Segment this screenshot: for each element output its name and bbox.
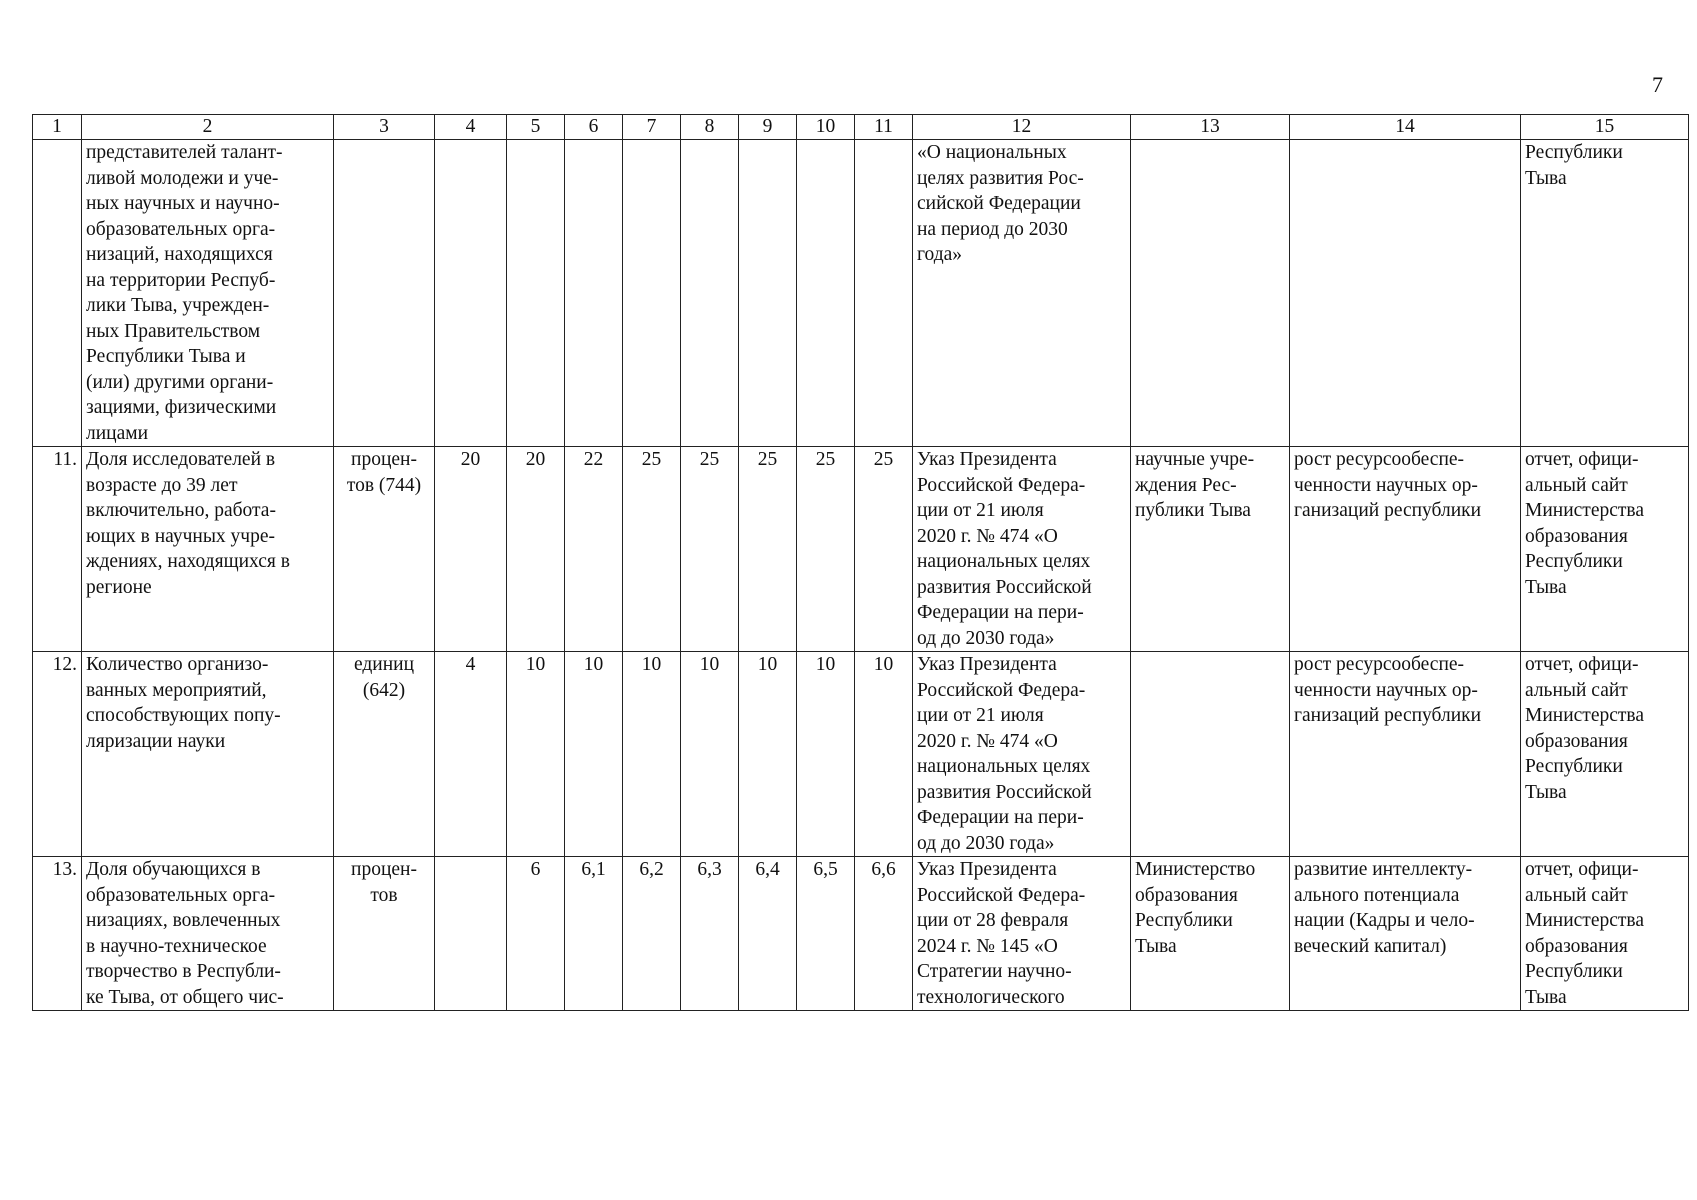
expected-result: [1290, 447, 1521, 652]
value-cell: 4: [435, 652, 507, 857]
value-cell: 6,3: [681, 857, 739, 1011]
column-number: 3: [334, 115, 435, 140]
indicator-name-line: Республики Тыва и: [86, 346, 246, 367]
indicator-name-line: Количество организо-: [86, 654, 269, 675]
indicator-name-line: лицами: [86, 422, 149, 444]
indicator-name-line: возрасте до 39 лет: [86, 474, 238, 496]
column-number: 12: [913, 115, 1131, 140]
expected-result-line: ганизаций республики: [1294, 500, 1482, 521]
indicator-name-line: представителей талант-: [86, 142, 283, 163]
legal-basis-line: Российской Федера-: [917, 474, 1086, 496]
value-cell: [435, 857, 507, 1011]
legal-basis-line: Стратегии научно-: [917, 961, 1072, 982]
row-number: [33, 140, 82, 447]
value-cell: 10: [565, 652, 623, 857]
responsible-org-line: Тыва: [1135, 935, 1177, 957]
info-source-line: Тыва: [1525, 167, 1567, 189]
info-source-line: Республики: [1525, 142, 1623, 163]
value-cell: [797, 140, 855, 447]
legal-basis-line: развития Российской: [917, 781, 1092, 803]
expected-result-line: ганизаций республики: [1294, 705, 1482, 726]
info-source: [1521, 447, 1689, 652]
indicator-name-line: зациями, физическими: [86, 397, 277, 418]
column-number: 13: [1131, 115, 1290, 140]
expected-result-line: рост ресурсообеспе-: [1294, 449, 1465, 470]
value-cell: 20: [507, 447, 565, 652]
table-row: [33, 447, 1689, 652]
column-number: 2: [82, 115, 334, 140]
value-cell: [855, 140, 913, 447]
legal-basis-line: Федерации на пери-: [917, 602, 1084, 623]
indicator-name-line: низаций, находящихся: [86, 244, 273, 265]
legal-basis: [913, 140, 1131, 447]
row-number: 12.: [33, 652, 82, 857]
responsible-org-line: Министерство: [1135, 859, 1256, 880]
row-number: 13.: [33, 857, 82, 1011]
info-source-line: Министерства: [1525, 500, 1645, 521]
value-cell: 10: [855, 652, 913, 857]
value-cell: 6,6: [855, 857, 913, 1011]
indicator-name-line: на территории Респуб-: [86, 269, 276, 291]
value-cell: 10: [507, 652, 565, 857]
info-source-line: Тыва: [1525, 781, 1567, 803]
legal-basis-line: од до 2030 года»: [917, 627, 1055, 649]
value-cell: 25: [739, 447, 797, 652]
indicator-name-line: ждениях, находящихся в: [86, 551, 290, 572]
responsible-org: [1131, 652, 1290, 857]
expected-result-line: ченности научных ор-: [1294, 679, 1478, 701]
indicator-name-line: творчество в Республи-: [86, 961, 281, 982]
info-source-line: альный сайт: [1525, 679, 1628, 701]
legal-basis-line: целях развития Рос-: [917, 167, 1084, 189]
expected-result-line: веческий капитал): [1294, 935, 1447, 957]
value-cell: [623, 140, 681, 447]
expected-result: [1290, 857, 1521, 1011]
column-number: 4: [435, 115, 507, 140]
expected-result-line: ченности научных ор-: [1294, 474, 1478, 496]
value-cell: [565, 140, 623, 447]
indicator-name-line: образовательных орга-: [86, 884, 276, 906]
responsible-org-line: Республики: [1135, 910, 1233, 931]
column-number: 11: [855, 115, 913, 140]
indicator-name-line: (или) другими органи-: [86, 371, 274, 393]
legal-basis-line: Указ Президента: [917, 449, 1057, 470]
legal-basis-line: Указ Президента: [917, 859, 1057, 880]
column-number: 8: [681, 115, 739, 140]
indicator-name-line: включительно, работа-: [86, 500, 276, 521]
column-number: 9: [739, 115, 797, 140]
expected-result-line: нации (Кадры и чело-: [1294, 910, 1475, 931]
value-cell: [739, 140, 797, 447]
info-source-line: Министерства: [1525, 910, 1645, 931]
legal-basis-line: 2020 г. № 474 «О: [917, 525, 1058, 547]
indicator-name-line: в научно-техническое: [86, 935, 267, 957]
value-cell: [507, 140, 565, 447]
info-source-line: альный сайт: [1525, 474, 1628, 496]
indicator-name-line: ных Правительством: [86, 320, 261, 342]
column-number: 7: [623, 115, 681, 140]
value-cell: 25: [623, 447, 681, 652]
page-number: 7: [1652, 72, 1663, 97]
legal-basis-line: сийской Федерации: [917, 193, 1081, 214]
column-number: 6: [565, 115, 623, 140]
column-number: 15: [1521, 115, 1689, 140]
info-source-line: образования: [1525, 935, 1628, 957]
value-cell: 20: [435, 447, 507, 652]
indicator-name-line: ливой молодежи и уче-: [86, 167, 279, 189]
value-cell: 6,2: [623, 857, 681, 1011]
responsible-org-line: образования: [1135, 884, 1238, 906]
info-source-line: образования: [1525, 730, 1628, 752]
value-cell: 6,5: [797, 857, 855, 1011]
legal-basis-line: од до 2030 года»: [917, 832, 1055, 854]
responsible-org: [1131, 447, 1290, 652]
value-cell: 22: [565, 447, 623, 652]
value-cell: [681, 140, 739, 447]
value-cell: 25: [855, 447, 913, 652]
info-source-line: отчет, офици-: [1525, 449, 1639, 470]
indicator-name-line: низациях, вовлеченных: [86, 910, 281, 931]
info-source: [1521, 652, 1689, 857]
responsible-org-line: ждения Рес-: [1135, 474, 1237, 496]
table-body: [33, 140, 1689, 1011]
unit-cell: [334, 857, 435, 1011]
unit-cell-line: единиц: [353, 654, 415, 675]
legal-basis-line: года»: [917, 244, 963, 265]
value-cell: 25: [681, 447, 739, 652]
info-source: [1521, 140, 1689, 447]
value-cell: 10: [681, 652, 739, 857]
indicator-name-line: способствующих попу-: [86, 705, 281, 726]
responsible-org-line: научные учре-: [1135, 449, 1255, 470]
table-row: [33, 652, 1689, 857]
value-cell: 10: [623, 652, 681, 857]
value-cell: 6,1: [565, 857, 623, 1011]
legal-basis-line: 2024 г. № 145 «О: [917, 935, 1058, 957]
indicator-name-line: ванных мероприятий,: [86, 679, 267, 701]
indicator-name-line: ке Тыва, от общего чис-: [86, 986, 284, 1008]
value-cell: 25: [797, 447, 855, 652]
indicator-name: [82, 447, 334, 652]
indicator-name-line: ных научных и научно-: [86, 193, 280, 214]
unit-cell-line: процен-: [351, 859, 417, 880]
info-source: [1521, 857, 1689, 1011]
indicator-name: [82, 652, 334, 857]
column-number: 1: [33, 115, 82, 140]
indicator-name-line: ющих в научных учре-: [86, 525, 276, 547]
unit-cell: [334, 447, 435, 652]
info-source-line: альный сайт: [1525, 884, 1628, 906]
unit-cell: [334, 652, 435, 857]
unit-cell-line: процен-: [351, 449, 417, 470]
info-source-line: Республики: [1525, 551, 1623, 572]
legal-basis-line: Российской Федера-: [917, 884, 1086, 906]
info-source-line: Республики: [1525, 756, 1623, 777]
legal-basis: [913, 857, 1131, 1011]
legal-basis-line: развития Российской: [917, 576, 1092, 598]
expected-result: [1290, 652, 1521, 857]
legal-basis-line: Федерации на пери-: [917, 807, 1084, 828]
unit-cell-line: (642): [362, 679, 406, 701]
expected-result-line: развитие интеллекту-: [1294, 859, 1473, 880]
legal-basis: [913, 652, 1131, 857]
value-cell: 6: [507, 857, 565, 1011]
legal-basis-line: 2020 г. № 474 «О: [917, 730, 1058, 752]
indicators-table: [32, 114, 1689, 1011]
legal-basis-line: Российской Федера-: [917, 679, 1086, 701]
legal-basis: [913, 447, 1131, 652]
value-cell: 6,4: [739, 857, 797, 1011]
unit-cell-line: тов: [370, 884, 398, 906]
table-row: [33, 140, 1689, 447]
info-source-line: Тыва: [1525, 986, 1567, 1008]
indicator-name: [82, 140, 334, 447]
value-cell: 10: [797, 652, 855, 857]
indicator-name-line: Доля обучающихся в: [86, 859, 261, 880]
value-cell: 10: [739, 652, 797, 857]
legal-basis-line: на период до 2030: [917, 218, 1068, 240]
unit-cell: [334, 140, 435, 447]
expected-result: [1290, 140, 1521, 447]
info-source-line: Тыва: [1525, 576, 1567, 598]
legal-basis-line: технологического: [917, 986, 1065, 1008]
legal-basis-line: ции от 28 февраля: [917, 910, 1069, 931]
indicator-name-line: Доля исследователей в: [86, 449, 276, 470]
info-source-line: образования: [1525, 525, 1628, 547]
legal-basis-line: национальных целях: [917, 756, 1091, 777]
legal-basis-line: «О национальных: [917, 142, 1067, 163]
indicator-name-line: образовательных орга-: [86, 218, 276, 240]
info-source-line: отчет, офици-: [1525, 654, 1639, 675]
legal-basis-line: ции от 21 июля: [917, 500, 1044, 521]
indicator-name-line: ляризации науки: [86, 730, 226, 752]
responsible-org-line: публики Тыва: [1135, 500, 1251, 521]
table-row: [33, 857, 1689, 1011]
expected-result-line: рост ресурсообеспе-: [1294, 654, 1465, 675]
info-source-line: Министерства: [1525, 705, 1645, 726]
indicator-name: [82, 857, 334, 1011]
responsible-org: [1131, 140, 1290, 447]
responsible-org: [1131, 857, 1290, 1011]
row-number: 11.: [33, 447, 82, 652]
value-cell: [435, 140, 507, 447]
info-source-line: отчет, офици-: [1525, 859, 1639, 880]
column-number: 10: [797, 115, 855, 140]
column-number-row: [33, 115, 1689, 140]
column-number: 5: [507, 115, 565, 140]
indicator-name-line: регионе: [86, 576, 152, 598]
legal-basis-line: ции от 21 июля: [917, 705, 1044, 726]
column-number: 14: [1290, 115, 1521, 140]
indicator-name-line: лики Тыва, учрежден-: [86, 295, 270, 316]
info-source-line: Республики: [1525, 961, 1623, 982]
unit-cell-line: тов (744): [346, 474, 422, 496]
legal-basis-line: национальных целях: [917, 551, 1091, 572]
expected-result-line: ального потенциала: [1294, 884, 1460, 906]
legal-basis-line: Указ Президента: [917, 654, 1057, 675]
